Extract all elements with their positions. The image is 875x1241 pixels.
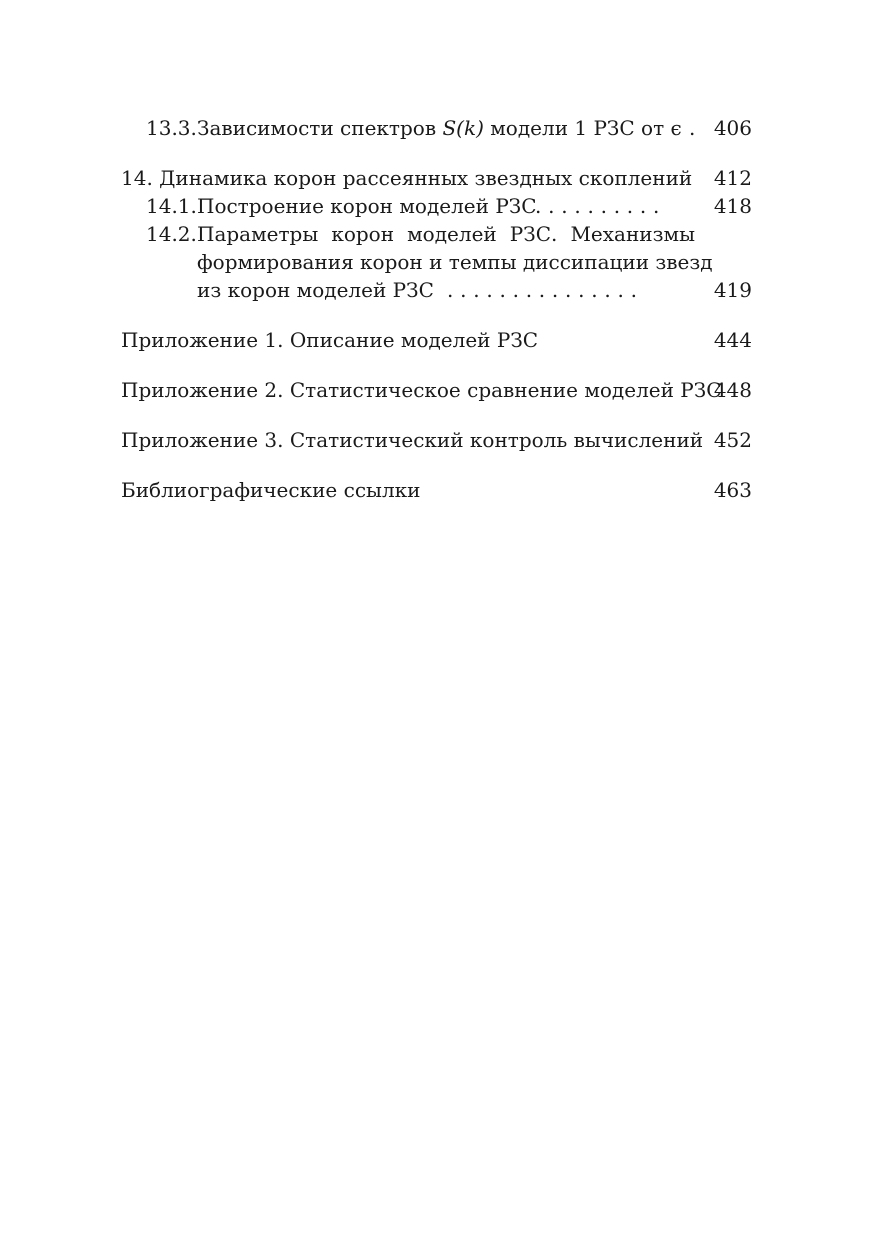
toc-entry-appendix-2[interactable] xyxy=(121,376,752,404)
toc-entry-number: 14.2. xyxy=(146,222,197,246)
toc-entry-title-part: модели 1 РЗС от ϵ xyxy=(483,116,682,140)
toc-page-number: 444 xyxy=(713,328,752,352)
toc-entry-title-line-3: из корон моделей РЗС xyxy=(197,278,434,302)
toc-entry-title: Библиографические ссылки xyxy=(121,478,421,502)
math-expression: S(k) xyxy=(442,116,484,140)
toc-leader-dots: . . . . . . . . . . . . . . . xyxy=(447,278,638,302)
toc-page-number: 448 xyxy=(713,378,752,402)
toc-entry-14-2-cont xyxy=(121,248,752,276)
toc-entry-title: Приложение 1. Описание моделей РЗС xyxy=(121,328,539,352)
toc-entry-14-2[interactable] xyxy=(121,220,752,248)
toc-page-number: 419 xyxy=(713,278,752,302)
toc-entry-13-3[interactable] xyxy=(121,114,752,142)
toc-entry-title-line-1: Параметры корон моделей РЗС. Механизмы xyxy=(197,222,695,246)
toc-page-number: 406 xyxy=(713,116,752,140)
table-of-contents xyxy=(121,114,752,504)
toc-page-number: 452 xyxy=(713,428,752,452)
toc-entry-14-1[interactable] xyxy=(121,192,752,220)
toc-entry-title: Приложение 2. Статистическое сравнение моделей РЗС xyxy=(121,378,722,402)
toc-page-number: 412 xyxy=(713,166,752,190)
toc-entry-bibliography[interactable] xyxy=(121,476,752,504)
toc-entry-appendix-1[interactable] xyxy=(121,326,752,354)
toc-entry-appendix-3[interactable] xyxy=(121,426,752,454)
toc-entry-title: Построение корон моделей РЗС xyxy=(197,194,537,218)
toc-entry-number: 13.3. xyxy=(146,116,197,140)
toc-leader-dots: . xyxy=(689,116,696,140)
toc-entry-14-2-last xyxy=(121,276,752,304)
toc-entry-title xyxy=(197,114,682,142)
toc-page-number: 418 xyxy=(713,194,752,218)
toc-entry-title-part: Зависимости спектров xyxy=(197,116,443,140)
toc-entry-14[interactable] xyxy=(121,164,752,192)
toc-page-number: 463 xyxy=(713,478,752,502)
toc-entry-number: 14.1. xyxy=(146,194,197,218)
toc-leader-dots: . . . . . . . . . . xyxy=(535,194,660,218)
toc-entry-title: 14. Динамика корон рассеянных звездных скоплений xyxy=(121,166,693,190)
toc-entry-title-line-2: формирования корон и темпы диссипации звезд xyxy=(197,250,713,274)
toc-entry-title: Приложение 3. Статистический контроль вычислений xyxy=(121,428,704,452)
